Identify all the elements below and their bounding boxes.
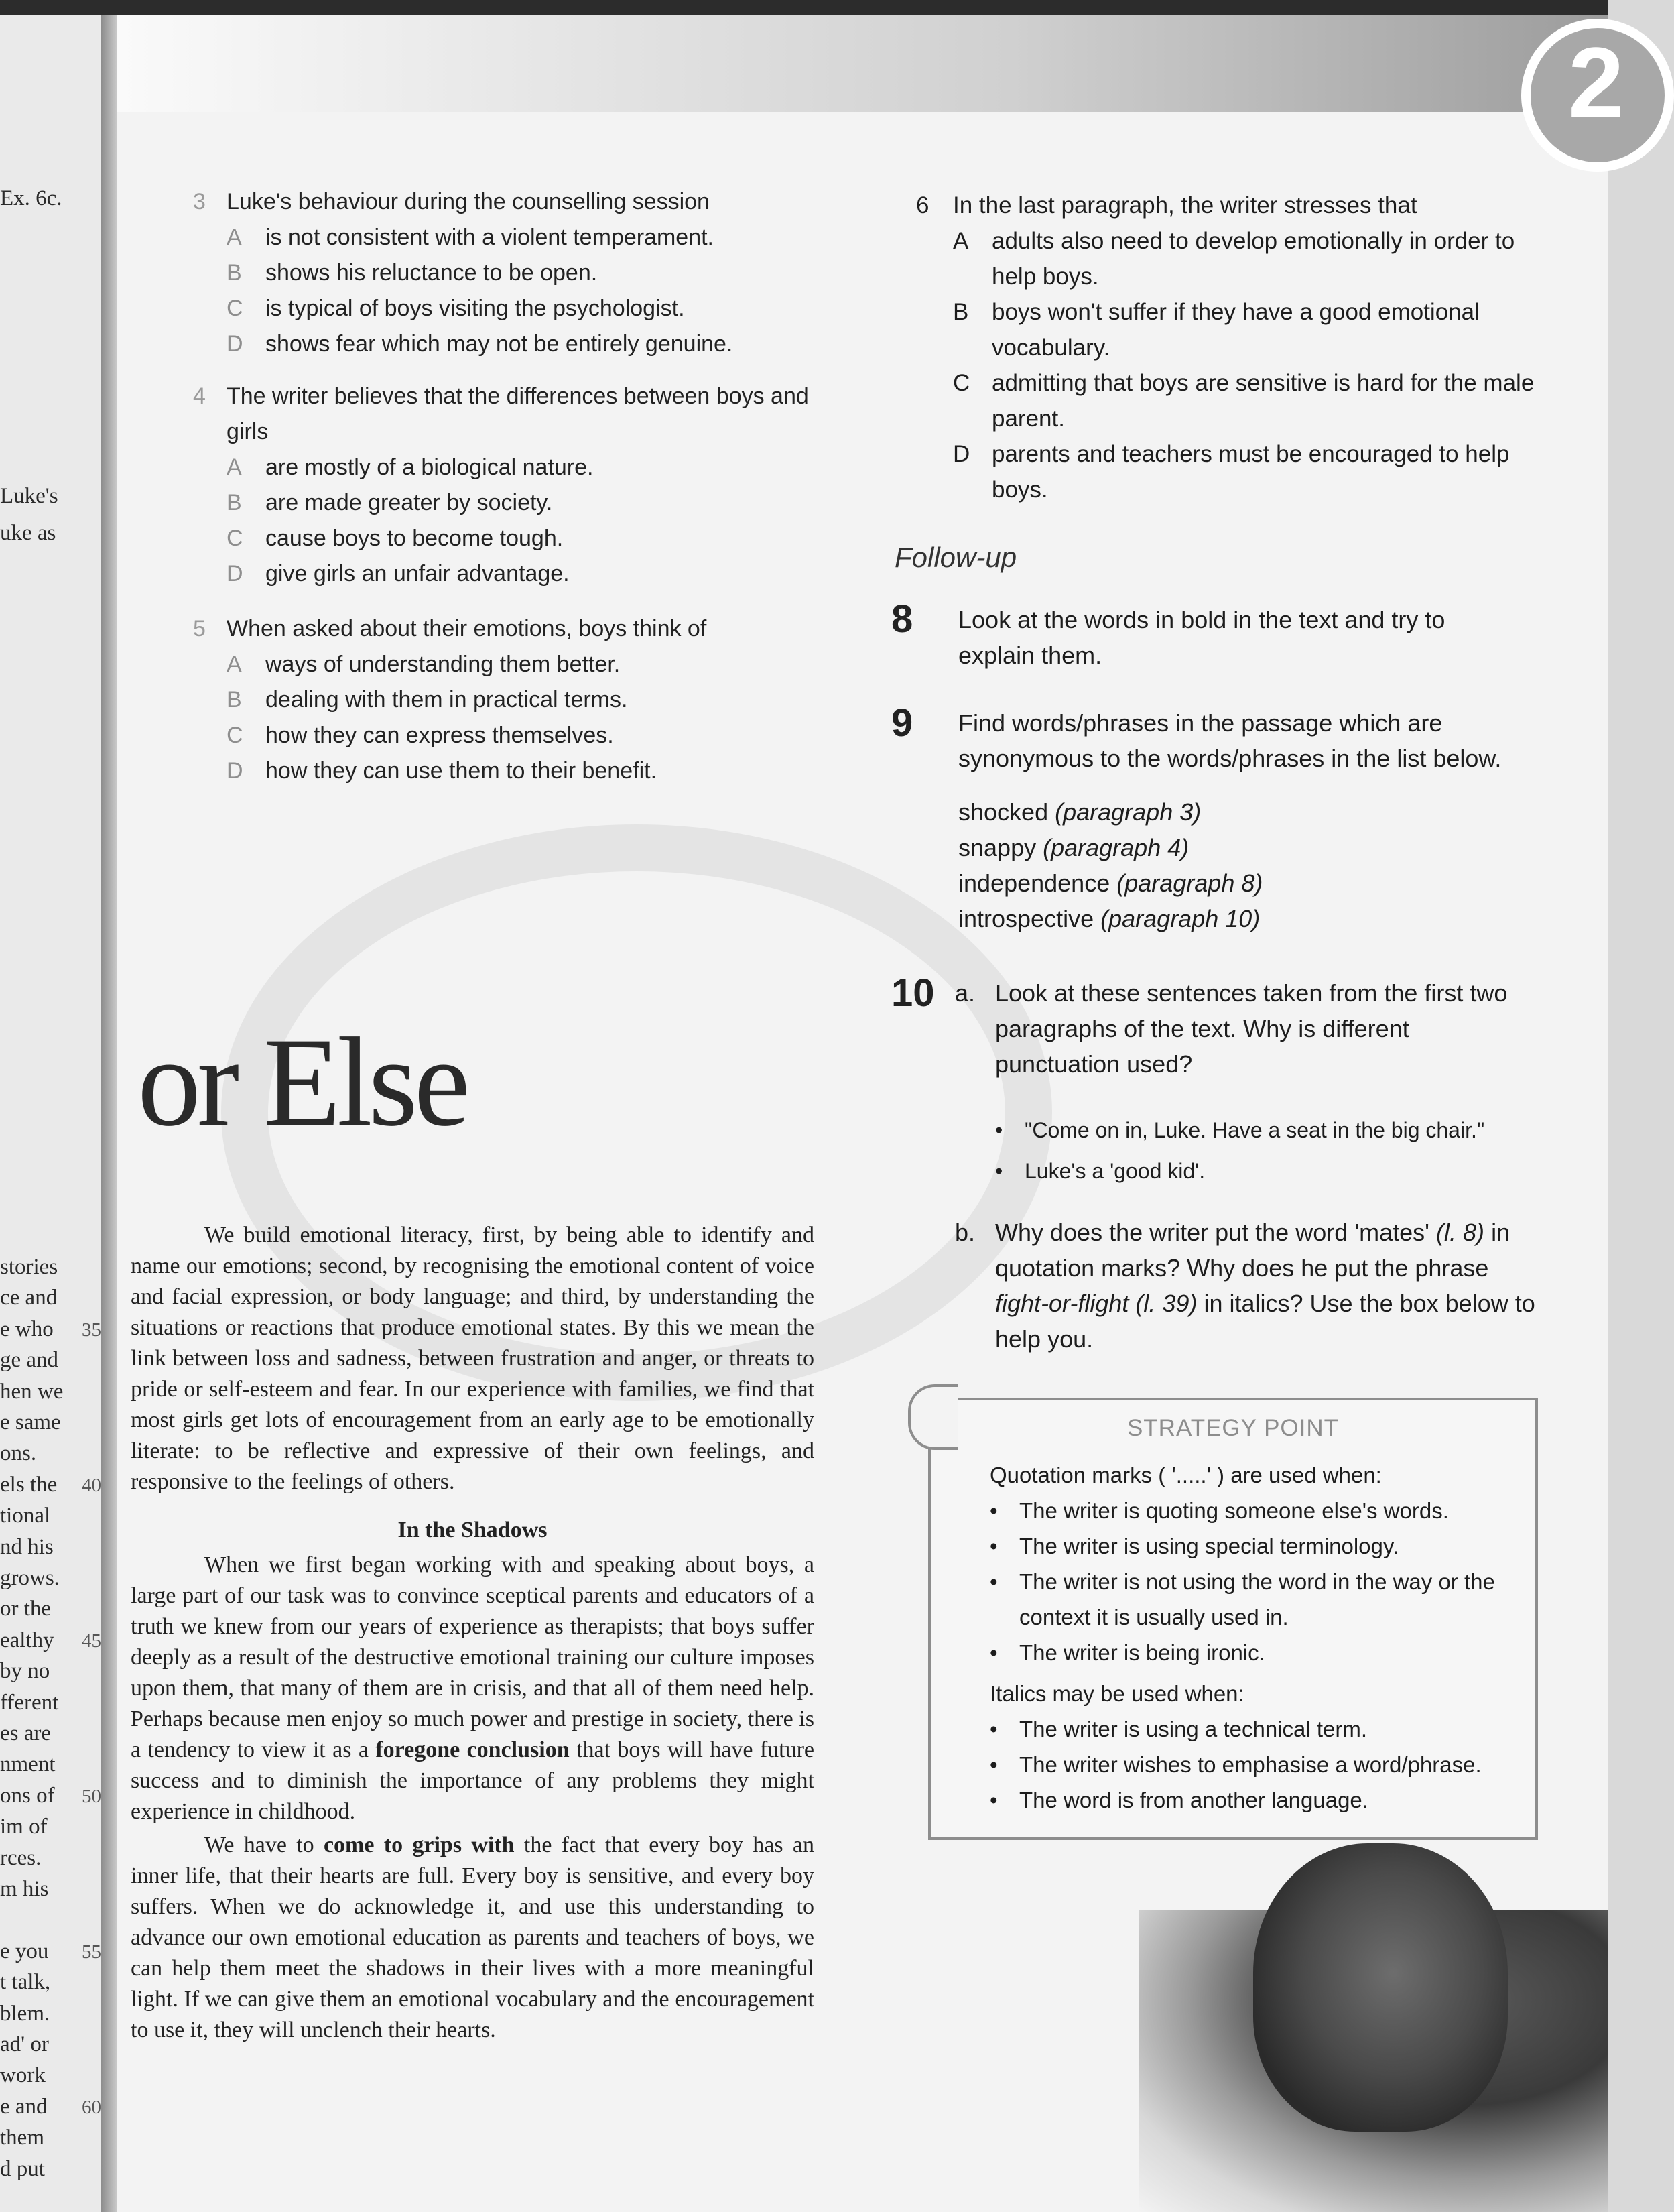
sliver-line: grows. — [0, 1566, 60, 1590]
top-edge — [0, 0, 1608, 15]
list-item: • Luke's a 'good kid'. — [995, 1154, 1531, 1189]
photo-boy-head — [1253, 1843, 1508, 2132]
line-number: 40 — [82, 1475, 101, 1496]
option: C is typical of boys visiting the psychologist. — [227, 296, 685, 321]
line-number: 60 — [82, 2097, 101, 2118]
question-stem: The writer believes that the differences between boys and girls — [227, 383, 809, 444]
quotation-heading: Quotation marks ( '.....' ) are used when: — [990, 1463, 1382, 1487]
option: A are mostly of a biological nature. — [227, 454, 594, 480]
task-8-text: Look at the words in bold in the text and try to explain them. — [958, 606, 1445, 669]
option: D give girls an unfair advantage. — [227, 561, 570, 587]
sliver-line: work — [0, 2063, 46, 2087]
article-text — [131, 1220, 814, 2046]
list-item: • The writer wishes to emphasise a word/phrase. — [990, 1747, 1519, 1782]
sliver-line: t talk, — [0, 1970, 51, 1994]
sliver-line: e and — [0, 2095, 48, 2119]
task-10b-label: b. — [955, 1219, 976, 1246]
article-title: or Else — [137, 1012, 466, 1153]
option: A is not consistent with a violent temperament. — [227, 225, 714, 250]
task-10a-text: Look at these sentences taken from the first two paragraphs of the text. Why is different punctuation used? — [995, 979, 1508, 1078]
question-3 — [193, 184, 843, 362]
sliver-line: e who — [0, 1317, 54, 1341]
article-paragraph: We build emotional literacy, first, by being able to identify and name our emotions; second, by recognising the emotional content of voice and facial expression, or body language; and third, by understanding the situations or reactions that produce emotional states. By this we mean the link between loss and sadness, between frustration and anger, or threats to pride or self-esteem and fear. In our experience with families, we find that most girls get lots of encouragement from an early age to be emotionally literate: to be reflective and expressive of their own feelings, and responsive to the feelings of others. — [131, 1223, 814, 1494]
line-number: 55 — [82, 1941, 101, 1963]
article-paragraph: We have to come to grips with the fact that every boy has an inner life, that their hearts are full. Every boy is sensitive, and every boy suffers. When we do acknowledge it, and use this understanding to advance our own emotional education as parents and teachers of boys, we can help them meet the shadows in their lives with a more meaningful light. If we can give them an emotional vocabulary and the encouragement to use it, they will unclench their hearts. — [131, 1833, 815, 2042]
task-10b-text: Why does the writer put the word 'mates' (l. 8) in quotation marks? Why does he put the phrase fight-or-flight (l. 39) in italics? Use the box below to help you. — [995, 1219, 1535, 1353]
strategy-title: STRATEGY POINT — [1126, 1415, 1340, 1441]
option: D parents and teachers must be encouraged to help boys. — [953, 441, 1510, 503]
option: A adults also need to develop emotionally in order to help boys. — [953, 228, 1515, 290]
sliver-line: im of — [0, 1815, 48, 1839]
line-number: 45 — [82, 1630, 101, 1652]
list-item: shocked (paragraph 3) — [958, 798, 1202, 826]
list-item: • "Come on in, Luke. Have a seat in the big chair." — [995, 1113, 1531, 1148]
example-quotes — [995, 1113, 1531, 1189]
option: A ways of understanding them better. — [227, 652, 621, 677]
sliver-line: fferent — [0, 1691, 59, 1715]
sliver-line: uke as — [0, 521, 56, 545]
list-item: independence (paragraph 8) — [958, 869, 1263, 897]
strategy-box-tab — [908, 1384, 958, 1450]
question-4 — [193, 379, 830, 592]
sliver-line: m his — [0, 1877, 49, 1901]
task-number: 9 — [891, 701, 913, 745]
italics-heading: Italics may be used when: — [990, 1681, 1244, 1706]
sliver-line: stories — [0, 1255, 58, 1279]
line-number: 50 — [82, 1786, 101, 1807]
sliver-line: rces. — [0, 1846, 42, 1870]
article-subheading: In the Shadows — [397, 1518, 548, 1542]
question-number: 3 — [193, 189, 206, 214]
option: B shows his reluctance to be open. — [227, 260, 598, 286]
list-item: • The writer is not using the word in the way or the context it is usually used in. — [990, 1564, 1519, 1635]
option: D shows fear which may not be entirely genuine. — [227, 331, 733, 357]
strategy-point-box — [928, 1398, 1538, 1840]
task-number: 10 — [891, 971, 935, 1015]
sliver-line: nd his — [0, 1535, 54, 1559]
option: C how they can express themselves. — [227, 723, 614, 748]
sliver-line: ealthy — [0, 1628, 54, 1652]
sliver-line: hen we — [0, 1379, 64, 1404]
question-stem: In the last paragraph, the writer stresses that — [953, 192, 1417, 219]
list-item: introspective (paragraph 10) — [958, 905, 1261, 932]
task-number: 8 — [891, 597, 913, 641]
question-5 — [193, 611, 843, 789]
sliver-line: ge and — [0, 1348, 59, 1372]
sliver-line: ad' or — [0, 2032, 49, 2056]
list-item: • The writer is using a technical term. — [990, 1711, 1519, 1747]
sliver-line: tional — [0, 1503, 51, 1528]
sliver-line: ce and — [0, 1286, 58, 1310]
sliver-line: es are — [0, 1721, 52, 1745]
sliver-line: e same — [0, 1410, 61, 1434]
list-item: • The writer is using special terminology. — [990, 1528, 1519, 1564]
option: B dealing with them in practical terms. — [227, 687, 628, 713]
sliver-line: blem. — [0, 2002, 50, 2026]
sliver-line: els the — [0, 1473, 58, 1497]
question-number: 5 — [193, 616, 206, 641]
sliver-line: e you — [0, 1939, 49, 1963]
unit-number: 2 — [1568, 26, 1624, 139]
sliver-line: or the — [0, 1597, 52, 1621]
option: D how they can use them to their benefit. — [227, 758, 657, 784]
sliver-line: Luke's — [0, 484, 58, 508]
sliver-line: nment — [0, 1752, 56, 1776]
task-10a-label: a. — [955, 979, 976, 1007]
list-item: • The writer is quoting someone else's words. — [990, 1493, 1519, 1528]
option: B are made greater by society. — [227, 490, 553, 515]
option: C admitting that boys are sensitive is hard for the male parent. — [953, 370, 1535, 432]
question-stem: Luke's behaviour during the counselling session — [227, 189, 710, 214]
article-paragraph: When we first began working with and speaking about boys, a large part of our task was to convince sceptical parents and educators of a truth we knew from our years of experience as therapists; that boys suffer deeply as a result of the destructive emotional training our culture imposes upon them, that many of them are in crisis, and that all of them need help. Perhaps because men enjoy so much power and prestige in society, there is a tendency to view it as a foregone conclusion that boys will have future success and to diminish the importance of any problems they might experience in childhood. — [131, 1552, 815, 1824]
header-band — [117, 15, 1608, 112]
list-item: snappy (paragraph 4) — [958, 834, 1189, 861]
question-6 — [916, 188, 1556, 507]
question-number: 6 — [916, 192, 929, 219]
option: B boys won't suffer if they have a good emotional vocabulary. — [953, 299, 1480, 361]
list-item: • The writer is being ironic. — [990, 1635, 1519, 1670]
task-9-text: Find words/phrases in the passage which are synonymous to the words/phrases in the list below. — [958, 709, 1502, 772]
sliver-line: d put — [0, 2157, 45, 2181]
word-list — [958, 794, 1427, 936]
list-item: • The word is from another language. — [990, 1782, 1519, 1818]
sliver-line: them — [0, 2126, 44, 2150]
sliver-line: ons of — [0, 1784, 55, 1808]
sliver-line: Ex. 6c. — [0, 186, 62, 210]
question-stem: When asked about their emotions, boys think of — [227, 616, 707, 641]
sliver-line: by no — [0, 1659, 50, 1683]
question-number: 4 — [193, 383, 206, 409]
line-number: 35 — [82, 1319, 101, 1341]
followup-heading: Follow-up — [895, 542, 1017, 573]
sliver-line: ons. — [0, 1441, 37, 1465]
option: C cause boys to become tough. — [227, 526, 564, 551]
